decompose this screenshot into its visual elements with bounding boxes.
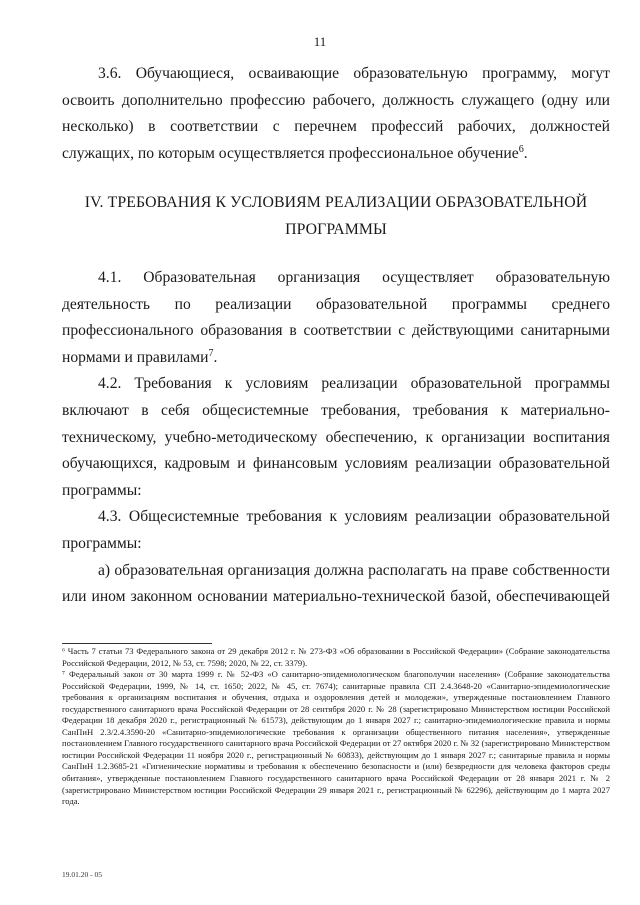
footnote-6: ⁶ Часть 7 статьи 73 Федерального закона от 29 декабря 2012 г. № 273-ФЗ «Об образовании в Российской Федерации» (Собрание законодательства Российской Федерации, 2012, № 53, ст. 7598; 2020, № 22, ст. 3379).: [62, 646, 610, 668]
paragraph-4-2: 4.2. Требования к условиям реализации образовательной программы включают в себя общесистемные требования, требования к материально-техническому, учебно-методическому обеспечению, к организации воспитания обучающихся, кадровым и финансовым условиям реализации образовательной программы:: [62, 375, 610, 499]
paragraph-3-6: 3.6. Обучающиеся, осваивающие образовательную программу, могут освоить дополнительно профессию рабочего, должность служащего (одну или несколько) в соответствии с перечнем профессий рабочих, должностей служащих, по которым осуществляется профессиональное обучение$^6$.: [62, 65, 610, 162]
paragraph-a: а) образовательная организация должна располагать на праве собственности или ином законном основании материально-технической базой, обеспечивающей: [62, 561, 610, 606]
document-code: 19.01.20 - 05: [62, 870, 102, 879]
page-number: 11: [313, 34, 327, 49]
section-heading-line-2: ПРОГРАММЫ: [285, 220, 387, 238]
section-heading: [62, 190, 610, 243]
footnote-7: ⁷ Федеральный закон от 30 марта 1999 г. № 52-ФЗ «О санитарно-эпидемиологическом благополучии населения» (Собрание законодательства Российской Федерации, 1999, № 14, ст. 1650; 2022, № 45, ст. 7674); санитарные правила СП 2.4.3648-20 «Санитарно-эпидемиологические требования к организациям воспитания и обучения, отдыха и оздоровления детей и молодежи», утвержденные постановлением Главного государственного санитарного врача Российской Федерации от 28 сентября 2020 г. № 28 (зарегистрировано Министерством юстиции Российской Федерации 18 декабря 2020 г., регистрационный № 61573), действующим до 1 января 2027 г.; санитарно-эпидемиологические правила и нормы СанПиН 2.3/2.4.3590-20 «Санитарно-эпидемиологические требования к организации общественного питания населения», утвержденные постановлением Главного государственного санитарного врача Российской Федерации от 27 октября 2020 г. № 32 (зарегистрировано Министерством юстиции Российской Федерации 11 ноября 2020 г., регистрационный № 60833), действующим до 1 января 2027 г.; санитарные правила и нормы СанПиН 1.2.3685-21 «Гигиенические нормативы и требования к обеспечению безопасности и (или) безвредности для человека факторов среды обитания», утвержденные постановлением Главного государственного санитарного врача Российской Федерации от 28 января 2021 г. № 2 (зарегистрировано Министерством юстиции Российской Федерации 29 января 2021 г., регистрационный № 62296), действующим до 1 марта 2027 года.: [62, 669, 610, 807]
footnotes: [62, 646, 610, 808]
footnote-ref-7: 7: [208, 347, 214, 359]
paragraph-4-3: 4.3. Общесистемные требования к условиям реализации образовательной программы:: [62, 508, 610, 552]
paragraph-3-6-text: 3.6. Обучающиеся, осваивающие образовательную программу, могут освоить дополнительно профессию рабочего, должность служащего (одну или несколько) в соответствии с перечнем профессий рабочих, должностей служащих, по которым осуществляется профессиональное обучение: [62, 65, 610, 162]
footnote-separator: [62, 643, 212, 644]
body-paragraphs: 4.1. Образовательная организация осуществляет образовательную деятельность по реализации образовательной программы среднего профессионального образования в соответствии с действующими санитарными нормами и правилами$^7$. 4.2. Требования к условиям реализации образовательной программы включают в себя общесистемные требования, требования к материально-техническому, учебно-методическому обеспечению, к организации воспитания обучающихся, кадровым и финансовым условиям реализации образовательной программы: 4.3. Общесистемные требования к условиям реализации образовательной программы: а) образовательная организация должна располагать на праве собственности или ином законном основании материально-технической базой, обеспечивающей: [62, 265, 610, 611]
footnote-ref-6: 6: [518, 143, 524, 155]
paragraph-4-1-text: 4.1. Образовательная организация осуществляет образовательную деятельность по реализации образовательной программы среднего профессионального образования в соответствии с действующими санитарными нормами и правилами: [62, 269, 610, 366]
section-heading-line-1: IV. ТРЕБОВАНИЯ К УСЛОВИЯМ РЕАЛИЗАЦИИ ОБРАЗОВАТЕЛЬНОЙ: [84, 194, 588, 211]
